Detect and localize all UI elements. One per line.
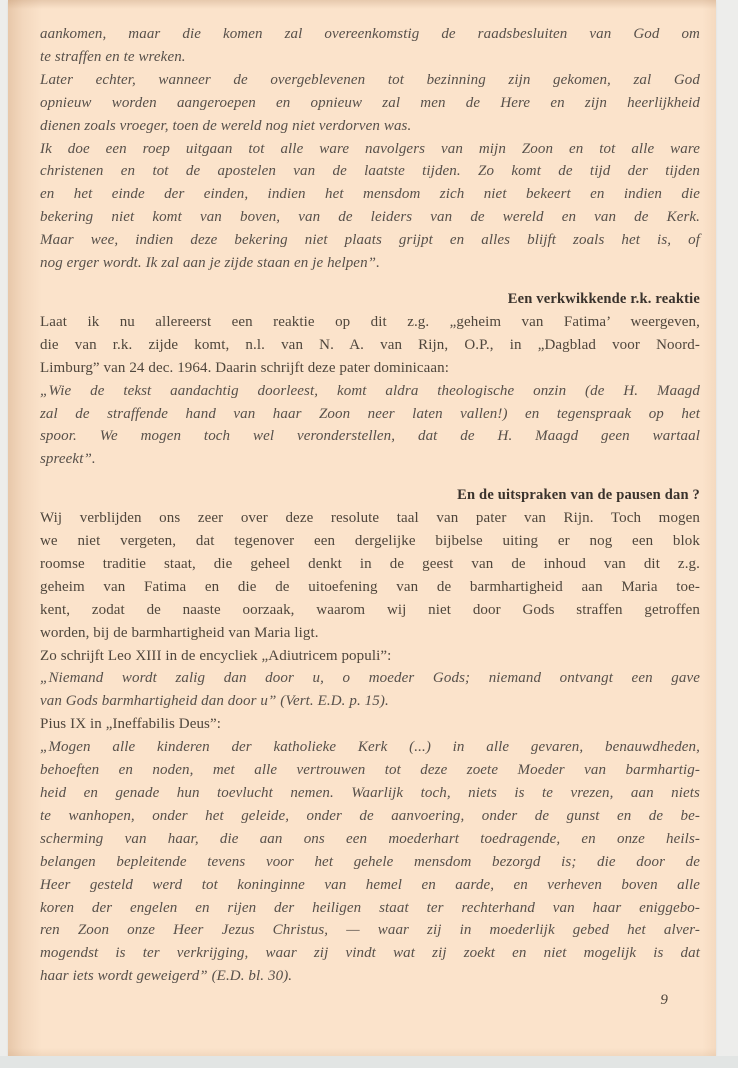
paragraph: [40, 736, 700, 988]
text-line: christenen en tot de apostelen van de laatste tijden. Zo komt de tijd der tijden: [40, 163, 700, 180]
page-text-block: [40, 23, 700, 1012]
text-line: heid en genade hun toevlucht nemen. Waarlijk toch, niets is te vrezen, aan niets: [40, 785, 700, 801]
text-line: worden, bij de barmhartigheid van Maria ligt.: [40, 624, 319, 641]
text-line: bekering niet komt van boven, van de leiders van de wereld en van de Kerk.: [40, 209, 700, 226]
text-line: Pius IX in „Ineffabilis Deus”:: [40, 716, 222, 733]
text-line: zal de straffende hand van haar Zoon neer laten vallen!) en tegenspraak op het: [40, 405, 700, 422]
text-line: te wanhopen, onder het geleide, onder de aanvoering, onder de gunst en de be-: [40, 807, 700, 824]
text-line: scherming van haar, die aan ons een moederhart toedragende, en onze heils-: [40, 830, 700, 847]
paragraph: [40, 645, 700, 668]
page-number: 9: [660, 992, 668, 1009]
text-line: geheim van Fatima en die de uitoefening van de barmhartigheid aan Maria toe-: [40, 578, 700, 595]
text-line: Limburg” van 24 dec. 1964. Daarin schrijft deze pater dominicaan:: [40, 359, 449, 376]
paragraph: [40, 380, 700, 472]
paragraph: [40, 507, 700, 644]
text-line: spoor. We mogen toch wel veronderstellen, dat de H. Maagd geen wartaal: [40, 428, 700, 445]
paragraph: [40, 713, 700, 736]
text-line: „Niemand wordt zalig dan door u, o moeder Gods; niemand ontvangt een gave: [40, 670, 700, 687]
paragraph: [40, 667, 700, 713]
text-line: haar iets wordt geweigerd” (E.D. bl. 30).: [40, 968, 293, 985]
section-heading: En de uitspraken van de pausen dan ?: [457, 487, 700, 504]
paragraph: [40, 69, 700, 138]
text-line: van Gods barmhartigheid dan door u” (Vert. E.D. p. 15).: [40, 693, 389, 710]
text-line: Later echter, wanneer de overgeblevenen tot bezinning zijn gekomen, zal God: [40, 71, 700, 88]
text-line: „Mogen alle kinderen der katholieke Kerk (...) in alle gevaren, benauwdheden,: [40, 739, 700, 756]
text-line: spreekt”.: [40, 451, 96, 468]
scan-bottom-edge: [0, 1056, 738, 1068]
text-line: Heer gesteld werd tot koninginne van hemel en aarde, en verheven boven alle: [40, 876, 700, 893]
text-line: kent, zodat de naaste oorzaak, waarom wij niet door Gods straffen getroffen: [40, 601, 700, 618]
text-line: belangen bepleitende tevens voor het gehele mensdom bezorgd is; die door de: [40, 853, 700, 870]
text-line: dienen zoals vroeger, toen de wereld nog niet verdorven was.: [40, 117, 412, 134]
text-line: roomse traditie staat, die geheel denkt in de geest van de inhoud van dit z.g.: [40, 555, 700, 572]
text-line: ren Zoon onze Heer Jezus Christus, — waar zij in moederlijk gebed het alver-: [40, 922, 700, 939]
section-heading: Een verkwikkende r.k. reaktie: [507, 290, 700, 307]
text-line: Maar wee, indien deze bekering niet plaats grijpt en alles blijft zoals het is, of: [40, 232, 700, 249]
paragraph: [40, 138, 700, 275]
text-line: mogendst is ter verkrijging, waar zij vindt wat zij zoekt en niet mogelijk is dat: [40, 945, 700, 962]
text-line: aankomen, maar die komen zal overeenkomstig de raadsbesluiten van God om: [40, 26, 700, 42]
text-line: die van r.k. zijde komt, n.l. van N. A. van Rijn, O.P., in „Dagblad voor Noord-: [40, 336, 700, 353]
text-line: koren der engelen en rijen der heiligen staat ter rechterhand van haar eniggebo-: [40, 899, 700, 916]
paragraph: [40, 23, 700, 69]
book-page: [8, 0, 716, 1056]
text-line: nog erger wordt. Ik zal aan je zijde staan en je helpen”.: [40, 255, 380, 272]
text-line: Zo schrijft Leo XIII in de encycliek „Adiutricem populi”:: [40, 647, 392, 664]
text-line: we niet vergeten, dat tegenover een dergelijke bijbelse uiting er nog een blok: [40, 533, 700, 550]
paragraph: [40, 311, 700, 380]
text-line: behoeften en noden, met alle vertrouwen tot deze zoete Moeder van barmhartig-: [40, 762, 700, 779]
text-line: Ik doe een roep uitgaan tot alle ware navolgers van mijn Zoon en tot alle ware: [40, 140, 700, 157]
text-line: opnieuw worden aangeroepen en opnieuw zal men de Here en zijn heerlijkheid: [40, 94, 700, 111]
text-line: Laat ik nu allereerst een reaktie op dit z.g. „geheim van Fatima’ weergeven,: [40, 313, 700, 330]
text-line: te straffen en te wreken.: [40, 48, 186, 65]
text-line: en het einde der einden, indien het mensdom zich niet bekeert en indien die: [40, 186, 700, 203]
text-line: „Wie de tekst aandachtig doorleest, komt aldra theologische onzin (de H. Maagd: [40, 382, 700, 399]
text-line: Wij verblijden ons zeer over deze resolute taal van pater van Rijn. Toch mogen: [40, 510, 700, 527]
